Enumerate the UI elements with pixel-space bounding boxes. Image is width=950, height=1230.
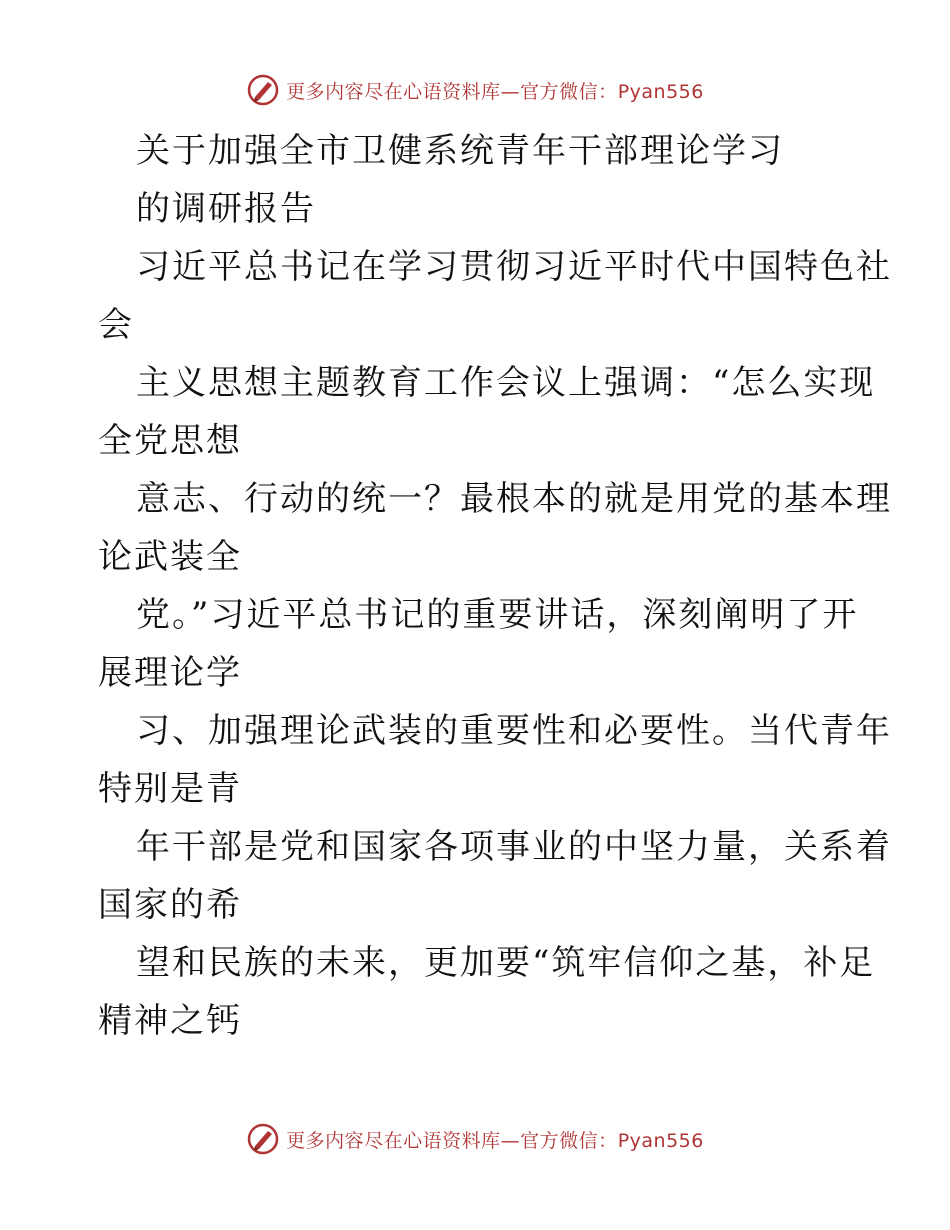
doc-line: 党。”习近平总书记的重要讲话，深刻阐明了开	[136, 595, 859, 635]
doc-line: 望和民族的未来，更加要“筑牢信仰之基，补足	[136, 943, 876, 983]
doc-line: 特别是青	[98, 769, 242, 809]
watermark-site-name: 更多内容尽在心语资料库	[286, 1129, 501, 1152]
doc-line: 国家的希	[98, 885, 242, 925]
watermark-wechat-label: 官方微信：	[520, 1129, 618, 1152]
pen-circle-logo-icon	[246, 1122, 280, 1156]
doc-title-line-2: 的调研报告	[136, 189, 316, 229]
doc-line: 精神之钙	[98, 1001, 242, 1041]
doc-line: 习近平总书记在学习贯彻习近平时代中国特色社	[136, 247, 892, 287]
doc-line: 主义思想主题教育工作会议上强调：“怎么实现	[136, 363, 876, 403]
watermark-wechat-id: Pyan556	[617, 80, 704, 103]
footer-watermark	[0, 1122, 950, 1156]
doc-line: 全党思想	[98, 421, 242, 461]
watermark-wechat-id: Pyan556	[617, 1129, 704, 1152]
pen-circle-logo-icon	[246, 73, 280, 107]
watermark-text	[286, 77, 704, 104]
doc-title-line-1: 关于加强全市卫健系统青年干部理论学习	[136, 131, 784, 171]
doc-line: 展理论学	[98, 653, 242, 693]
watermark-separator: —	[500, 80, 521, 103]
doc-line: 习、加强理论武装的重要性和必要性。当代青年	[136, 711, 892, 751]
watermark-site-name: 更多内容尽在心语资料库	[286, 80, 501, 103]
doc-line: 论武装全	[98, 537, 242, 577]
document-body	[98, 122, 892, 1050]
doc-line: 会	[98, 305, 134, 345]
watermark-wechat-label: 官方微信：	[520, 80, 618, 103]
watermark-separator: —	[500, 1129, 521, 1152]
doc-line: 意志、行动的统一？最根本的就是用党的基本理	[136, 479, 892, 519]
doc-line: 年干部是党和国家各项事业的中坚力量，关系着	[136, 827, 892, 867]
header-watermark	[0, 73, 950, 107]
watermark-text	[286, 1126, 704, 1153]
